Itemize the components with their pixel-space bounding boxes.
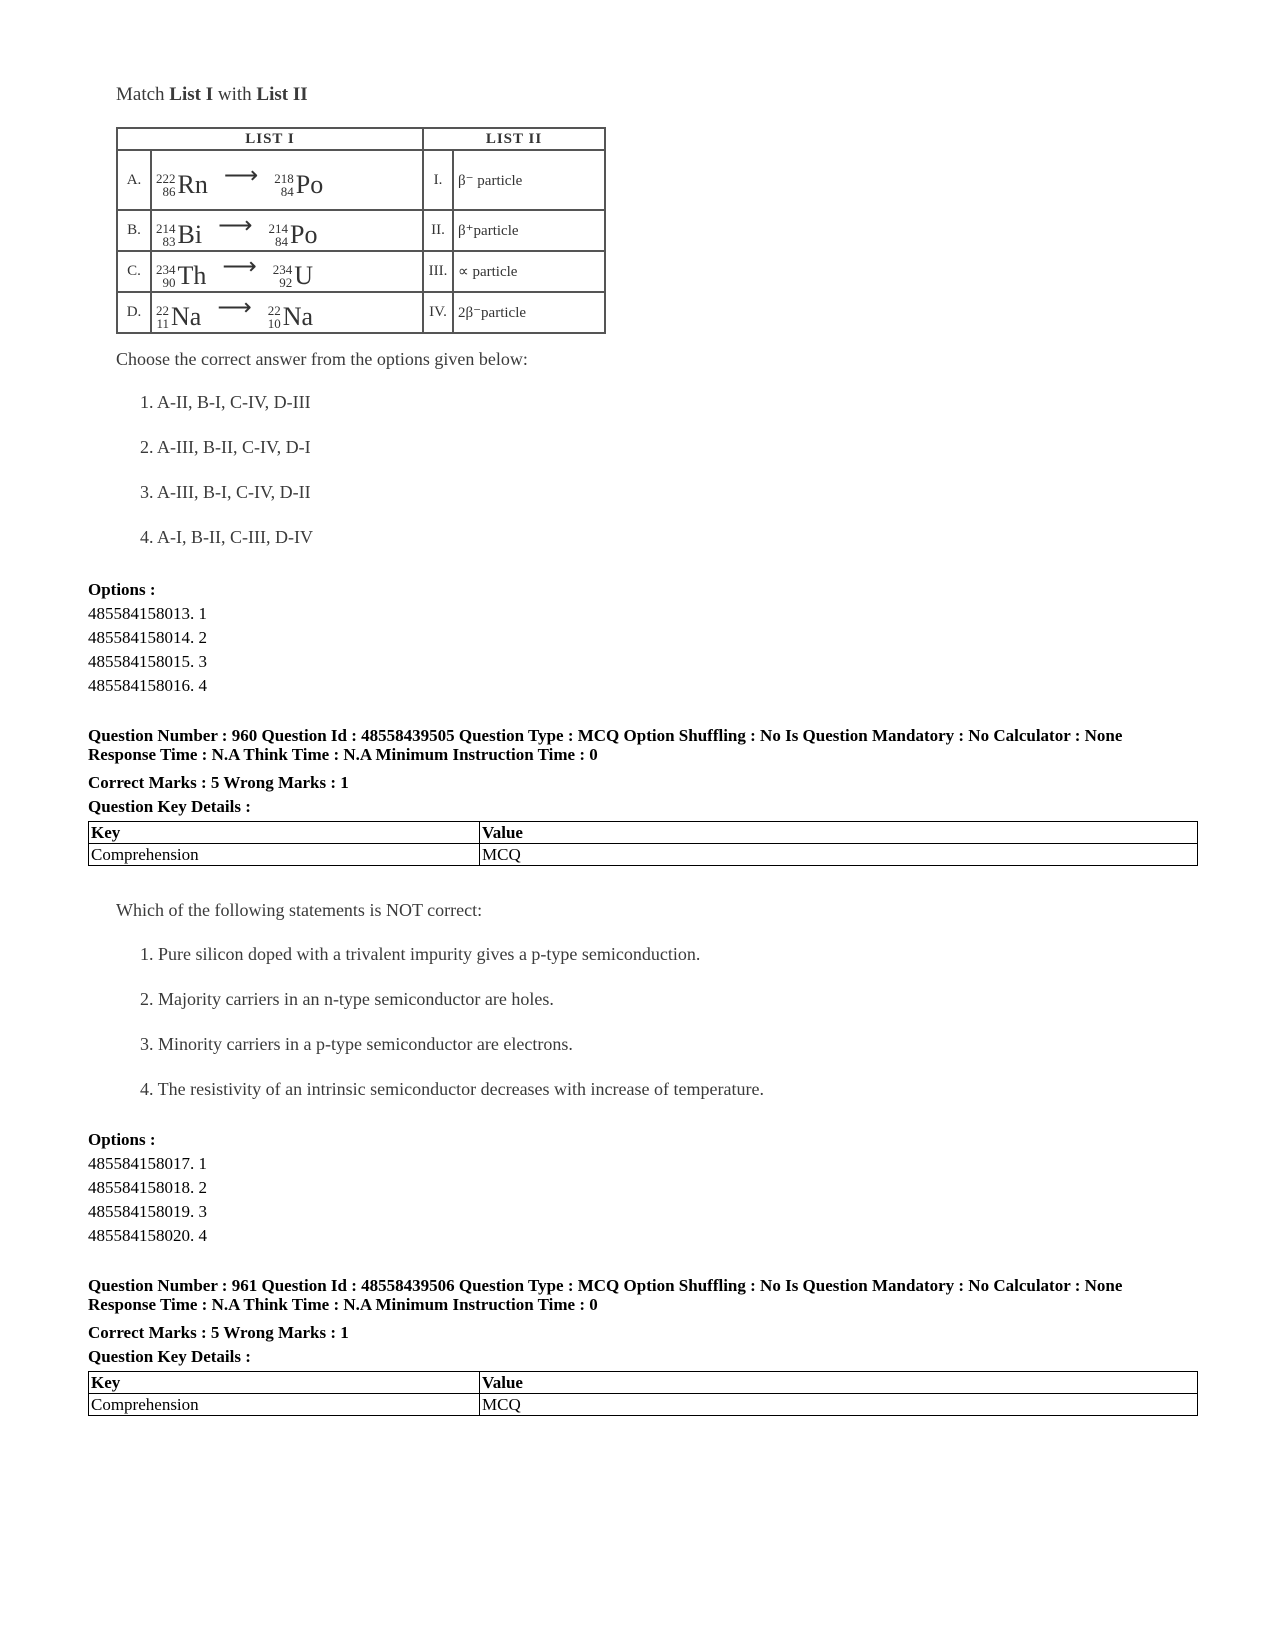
element-symbol: Po	[295, 169, 324, 199]
options-label: Options :	[88, 1130, 156, 1149]
option-item: 485584158014. 2	[88, 628, 207, 647]
row-letter: A.	[117, 150, 151, 210]
key-details-label: Question Key Details :	[88, 797, 251, 816]
atomic-number: 86	[162, 183, 176, 199]
row-letter: D.	[117, 292, 151, 333]
match-row	[117, 292, 605, 333]
key-header: Key	[89, 822, 480, 844]
key-details-table	[88, 821, 1198, 866]
table-row	[89, 844, 1198, 866]
match-intro-pre: Match	[116, 84, 170, 105]
element-symbol: U	[294, 261, 314, 290]
key-header: Key	[89, 1372, 480, 1394]
mass-number: 22	[267, 303, 281, 318]
options-label: Options :	[88, 580, 156, 599]
atomic-number: 84	[274, 234, 288, 249]
reaction	[151, 150, 423, 210]
option-item: 485584158020. 4	[88, 1226, 207, 1245]
option-item: 485584158016. 4	[88, 676, 207, 695]
arrow-icon: ⟶	[223, 162, 259, 189]
reaction	[151, 292, 423, 333]
reaction	[151, 251, 423, 292]
mass-number: 22	[156, 303, 169, 318]
particle: β⁻ particle	[453, 150, 605, 210]
row-letter: C.	[117, 251, 151, 292]
value-cell: MCQ	[480, 844, 1198, 866]
particle: β⁺particle	[453, 210, 605, 251]
match-instruction	[116, 84, 308, 106]
element-symbol: Th	[177, 261, 207, 290]
match-table	[116, 127, 606, 334]
match-table-header	[117, 128, 605, 150]
key-cell: Comprehension	[89, 1394, 480, 1416]
match-row	[117, 210, 605, 251]
key-cell: Comprehension	[89, 844, 480, 866]
element-symbol: Na	[282, 302, 314, 331]
particle: 2β⁻particle	[453, 292, 605, 333]
list1-header: LIST I	[117, 128, 423, 150]
match-row	[117, 150, 605, 210]
value-header: Value	[480, 822, 1198, 844]
question-meta-line: Response Time : N.A Think Time : N.A Minimum Instruction Time : 0	[88, 1295, 598, 1314]
match-row	[117, 251, 605, 292]
mass-number: 214	[268, 221, 288, 236]
row-roman: III.	[423, 251, 453, 292]
mass-number: 218	[274, 170, 294, 186]
arrow-icon: ⟶	[218, 213, 253, 239]
question-meta-line: Response Time : N.A Think Time : N.A Minimum Instruction Time : 0	[88, 745, 598, 764]
value-header: Value	[480, 1372, 1198, 1394]
particle: ∝ particle	[453, 251, 605, 292]
row-letter: B.	[117, 210, 151, 251]
question-meta-line: Question Number : 960 Question Id : 48558439505 Question Type : MCQ Option Shuffling : No Is Question Mandatory : No Calculator : None	[88, 726, 1123, 745]
mass-number: 234	[272, 262, 293, 277]
atomic-number: 11	[156, 316, 169, 331]
question-text: Which of the following statements is NOT correct:	[116, 900, 483, 920]
question-meta	[88, 726, 1198, 764]
marks-info: Correct Marks : 5 Wrong Marks : 1	[88, 1323, 349, 1342]
choice-item: 2. Majority carriers in an n-type semiconductor are holes.	[140, 989, 554, 1009]
table-row	[89, 1394, 1198, 1416]
question-meta-line: Question Number : 961 Question Id : 48558439506 Question Type : MCQ Option Shuffling : No Is Question Mandatory : No Calculator : None	[88, 1276, 1123, 1295]
table-header-row	[89, 822, 1198, 844]
choose-instruction: Choose the correct answer from the options given below:	[116, 349, 528, 369]
row-roman: I.	[423, 150, 453, 210]
choice-item: 3. Minority carriers in a p-type semiconductor are electrons.	[140, 1034, 573, 1054]
choice-item: 1. Pure silicon doped with a trivalent impurity gives a p-type semiconduction.	[140, 944, 701, 964]
reaction	[151, 210, 423, 251]
atomic-number: 83	[162, 234, 176, 249]
choice-item: 3. A-III, B-I, C-IV, D-II	[140, 482, 311, 502]
arrow-icon: ⟶	[222, 254, 257, 280]
option-item: 485584158019. 3	[88, 1202, 207, 1221]
option-item: 485584158015. 3	[88, 652, 207, 671]
mass-number: 214	[156, 221, 176, 236]
table-header-row	[89, 1372, 1198, 1394]
match-intro-mid: with	[213, 84, 257, 105]
key-details-label: Question Key Details :	[88, 1347, 251, 1366]
element-symbol: Rn	[177, 169, 208, 199]
arrow-icon: ⟶	[217, 295, 252, 321]
row-roman: II.	[423, 210, 453, 251]
list1-ref: List I	[169, 84, 214, 105]
atomic-number: 90	[162, 275, 176, 290]
element-symbol: Bi	[177, 220, 203, 249]
value-cell: MCQ	[480, 1394, 1198, 1416]
choice-item: 2. A-III, B-II, C-IV, D-I	[140, 437, 311, 457]
key-details-table	[88, 1371, 1198, 1416]
element-symbol: Po	[289, 220, 318, 249]
choice-item: 1. A-II, B-I, C-IV, D-III	[140, 392, 311, 412]
mass-number: 222	[156, 170, 176, 186]
option-item: 485584158017. 1	[88, 1154, 207, 1173]
option-item: 485584158018. 2	[88, 1178, 207, 1197]
mass-number: 234	[156, 262, 176, 277]
row-roman: IV.	[423, 292, 453, 333]
choice-item: 4. A-I, B-II, C-III, D-IV	[140, 527, 313, 547]
atomic-number: 84	[280, 183, 294, 199]
marks-info: Correct Marks : 5 Wrong Marks : 1	[88, 773, 349, 792]
list2-header: LIST II	[423, 128, 605, 150]
question-meta	[88, 1276, 1198, 1314]
atomic-number: 92	[279, 275, 293, 290]
option-item: 485584158013. 1	[88, 604, 207, 623]
choice-item: 4. The resistivity of an intrinsic semiconductor decreases with increase of temperature.	[140, 1079, 764, 1099]
list2-ref: List II	[256, 84, 308, 105]
atomic-number: 10	[267, 316, 281, 331]
element-symbol: Na	[171, 302, 202, 331]
